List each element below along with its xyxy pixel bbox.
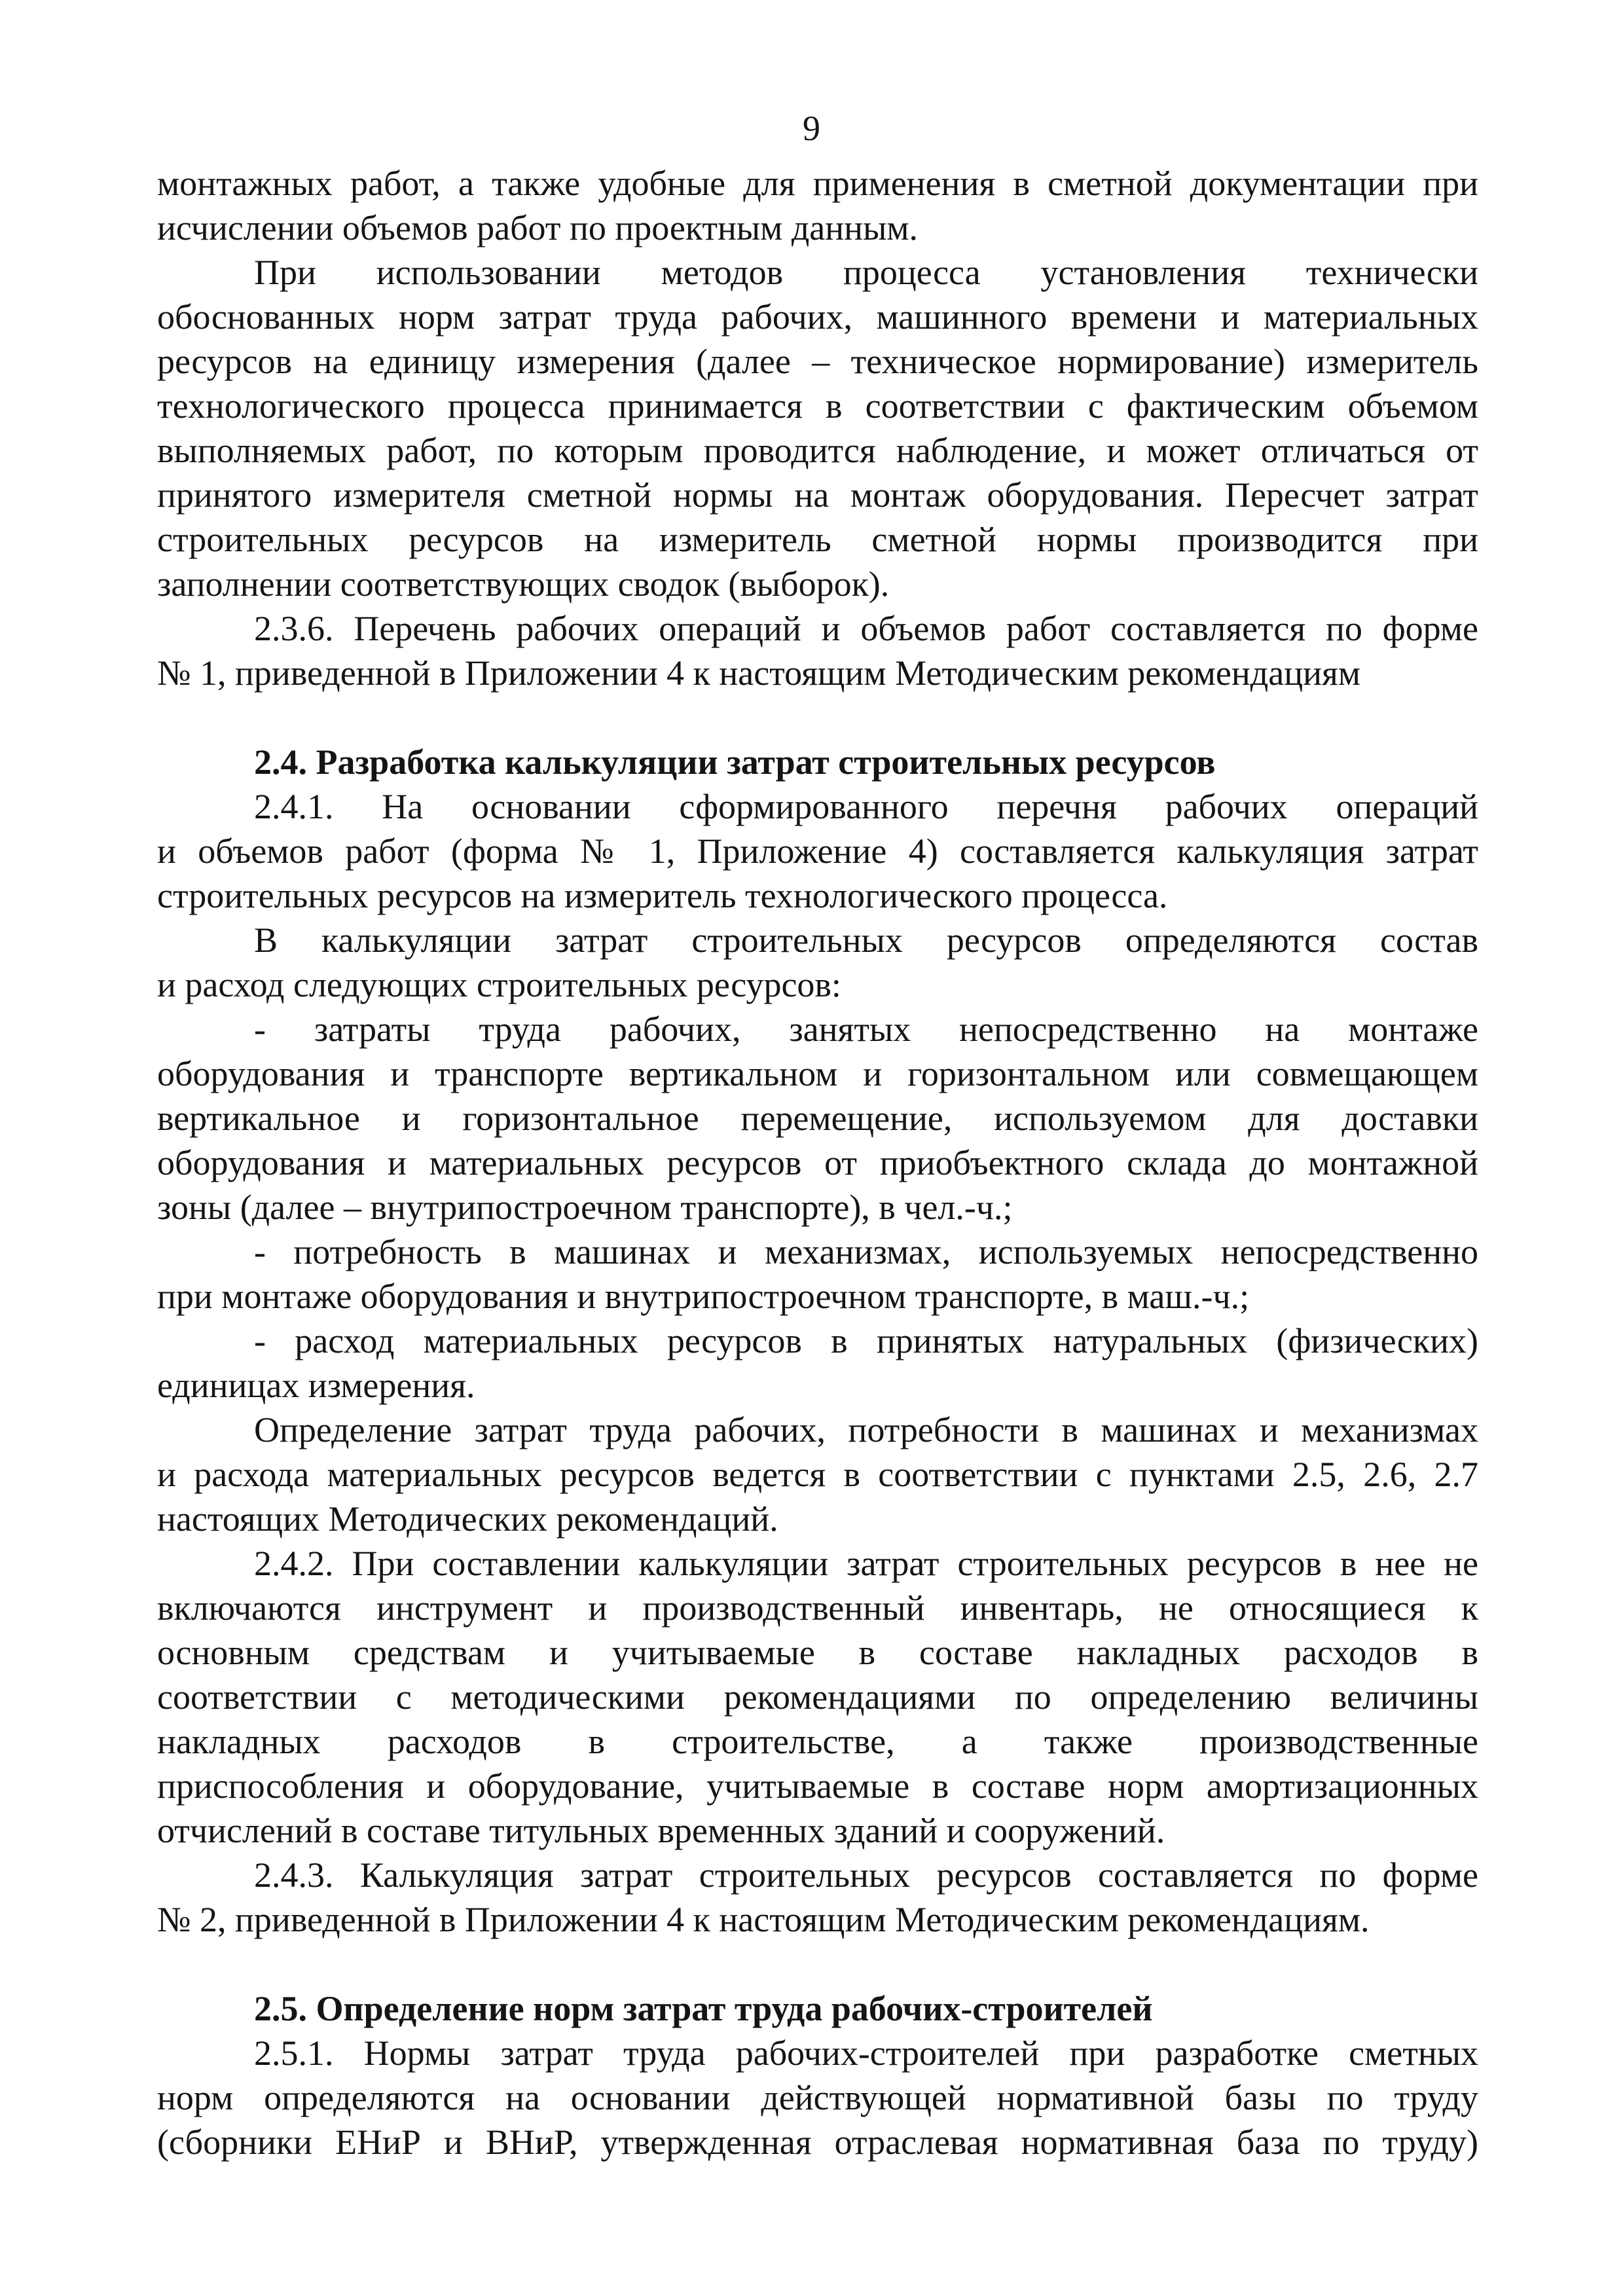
text-line: выполняемых работ, по которым проводится наблюдение, и может отличаться от [157, 431, 1478, 470]
text-line: 2.4.1. На основании сформированного перечня рабочих операций [254, 787, 1478, 826]
text-line: и объемов работ (форма № 1, Приложение 4) составляется калькуляция затрат [157, 831, 1478, 871]
text-line: основным средствам и учитываемые в составе накладных расходов в [157, 1633, 1478, 1672]
text-line: вертикальное и горизонтальное перемещение, используемом для доставки [157, 1099, 1478, 1138]
document-body [157, 161, 1478, 2164]
text-line: - расход материальных ресурсов в принятых натуральных (физических) [254, 1321, 1478, 1360]
text-line: строительных ресурсов на измеритель сметной нормы производится при [157, 520, 1478, 559]
text-line: - затраты труда рабочих, занятых непосредственно на монтаже [254, 1010, 1478, 1049]
text-line: заполнении соответствующих сводок (выборок). [157, 564, 890, 604]
paragraph [157, 1408, 1478, 1541]
paragraph [157, 1230, 1478, 1319]
text-line: 2.4.2. При составлении калькуляции затрат строительных ресурсов в нее не [254, 1544, 1478, 1583]
section-heading: 2.5. Определение норм затрат труда рабочих-строителей [254, 1989, 1153, 2028]
text-line: настоящих Методических рекомендаций. [157, 1499, 778, 1539]
text-line: норм определяются на основании действующей нормативной базы по труду [157, 2078, 1478, 2117]
text-line: монтажных работ, а также удобные для применения в сметной документации при [157, 164, 1478, 203]
text-line: зоны (далее – внутрипостроечном транспорте), в чел.-ч.; [157, 1188, 1013, 1227]
text-line: обоснованных норм затрат труда рабочих, машинного времени и материальных [157, 297, 1478, 337]
text-line: (сборники ЕНиР и ВНиР, утвержденная отраслевая нормативная база по труду) [157, 2123, 1478, 2162]
paragraph [157, 1541, 1478, 1853]
text-line: № 1, приведенной в Приложении 4 к настоящим Методическим рекомендациям [157, 653, 1361, 693]
text-line: включаются инструмент и производственный инвентарь, не относящиеся к [157, 1588, 1478, 1628]
paragraph [157, 1853, 1478, 1942]
paragraph [157, 2031, 1478, 2164]
text-line: 2.4.3. Калькуляция затрат строительных ресурсов составляется по форме [254, 1855, 1478, 1895]
text-line: соответствии с методическими рекомендациями по определению величины [157, 1677, 1478, 1717]
text-line: и расход следующих строительных ресурсов: [157, 965, 841, 1004]
paragraph [157, 1319, 1478, 1408]
paragraph [157, 250, 1478, 606]
section-heading: 2.4. Разработка калькуляции затрат строительных ресурсов [254, 742, 1216, 782]
section-spacer [157, 1942, 1478, 1986]
text-line: оборудования и транспорте вертикальном и горизонтальном или совмещающем [157, 1054, 1478, 1093]
text-line: 2.3.6. Перечень рабочих операций и объемов работ составляется по форме [254, 609, 1478, 648]
text-line: накладных расходов в строительстве, а также производственные [157, 1722, 1478, 1761]
text-line: и расхода материальных ресурсов ведется в соответствии с пунктами 2.5, 2.6, 2.7 [157, 1455, 1478, 1494]
text-line: оборудования и материальных ресурсов от приобъектного склада до монтажной [157, 1143, 1478, 1182]
paragraph [157, 1007, 1478, 1230]
text-line: строительных ресурсов на измеритель технологического процесса. [157, 876, 1168, 915]
text-line: - потребность в машинах и механизмах, используемых непосредственно [254, 1232, 1478, 1271]
text-line: При использовании методов процесса установления технически [254, 253, 1478, 292]
paragraph [157, 161, 1478, 250]
paragraph [157, 606, 1478, 695]
text-line: единицах измерения. [157, 1366, 475, 1405]
text-line: принятого измерителя сметной нормы на монтаж оборудования. Пересчет затрат [157, 475, 1478, 515]
text-line: отчислений в составе титульных временных зданий и сооружений. [157, 1811, 1165, 1850]
text-line: исчислении объемов работ по проектным данным. [157, 208, 919, 247]
text-line: 2.5.1. Нормы затрат труда рабочих-строителей при разработке сметных [254, 2033, 1478, 2073]
text-line: ресурсов на единицу измерения (далее – техническое нормирование) измеритель [157, 342, 1478, 381]
text-line: при монтаже оборудования и внутрипостроечном транспорте, в маш.-ч.; [157, 1277, 1250, 1316]
text-line: приспособления и оборудование, учитываемые в составе норм амортизационных [157, 1766, 1478, 1806]
text-line: Определение затрат труда рабочих, потребности в машинах и механизмах [254, 1410, 1478, 1449]
text-line: технологического процесса принимается в соответствии с фактическим объемом [157, 386, 1478, 426]
text-line: № 2, приведенной в Приложении 4 к настоящим Методическим рекомендациям. [157, 1900, 1370, 1939]
section-spacer [157, 695, 1478, 740]
paragraph [157, 784, 1478, 918]
paragraph [157, 918, 1478, 1007]
page-number: 9 [803, 109, 820, 148]
text-line: В калькуляции затрат строительных ресурсов определяются состав [254, 920, 1478, 960]
